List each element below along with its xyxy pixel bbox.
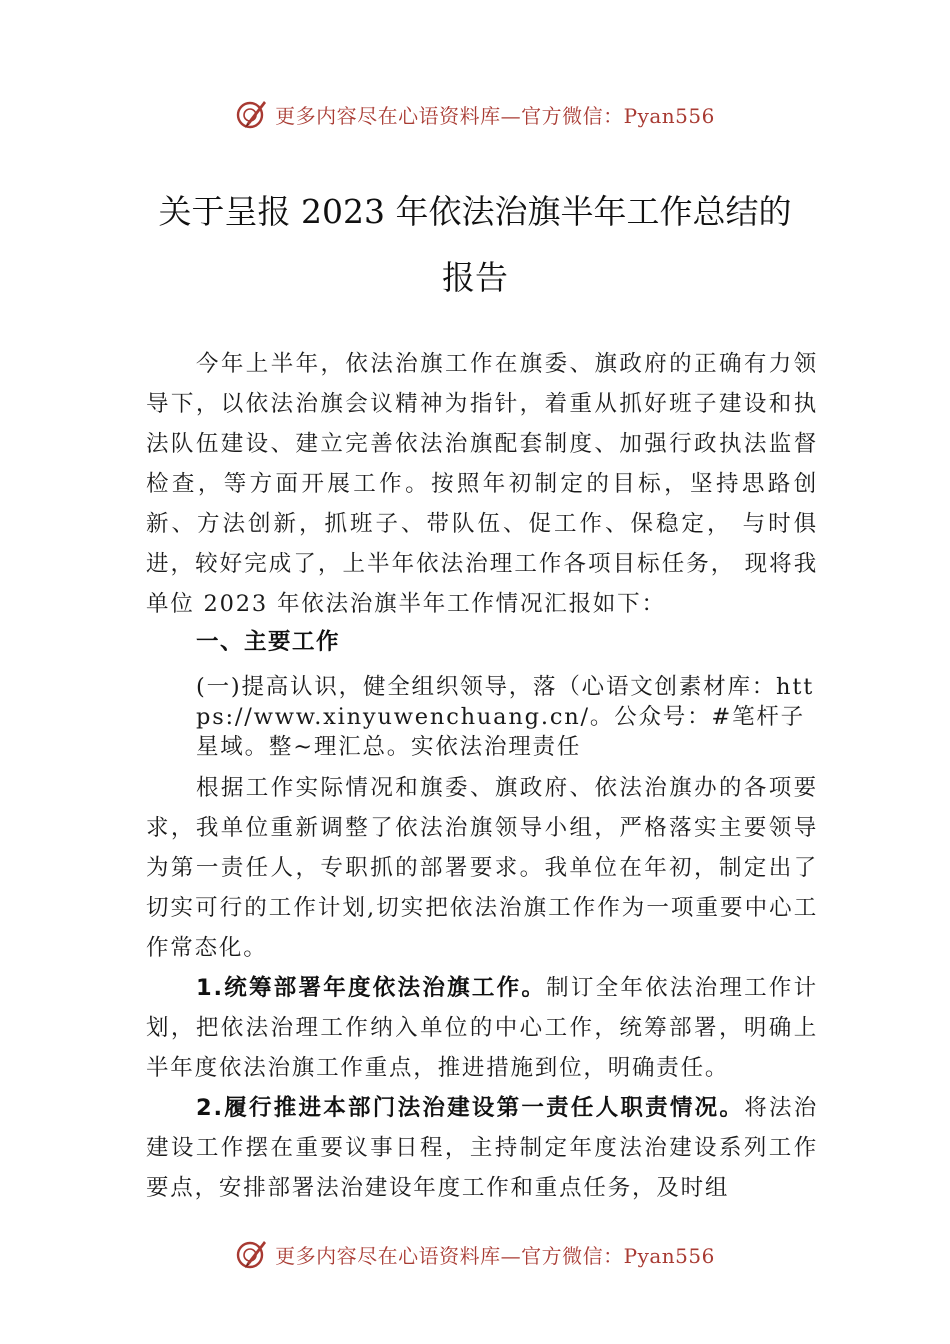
- document-title-line-2: 报告: [442, 258, 508, 297]
- subsection-heading-paragraph: (一)提高认识，健全组织领导，落（心语文创素材库：https://www.xinyuwenchuang.cn/。公众号：#笔杆子星域。整~理汇总。实依法治理责任: [196, 674, 815, 760]
- header-banner: [0, 94, 950, 134]
- quill-pen-logo-icon: [235, 97, 269, 131]
- item-1-paragraph: [146, 968, 818, 1088]
- organization-paragraph: 根据工作实际情况和旗委、旗政府、依法治旗办的各项要求，我单位重新调整了依法治旗领导小组，严格落实主要领导为第一责任人，专职抓的部署要求。我单位在年初，制定出了切实可行的工作计划,切实把依法治旗工作作为一项重要中心工作常态化。: [146, 775, 818, 961]
- item-1-title: 1.统筹部署年度依法治旗工作。: [196, 975, 547, 1001]
- section-heading-main-work: 一、主要工作: [196, 629, 341, 655]
- item-2-title: 2.履行推进本部门法治建设第一责任人职责情况。: [196, 1095, 745, 1121]
- document-title-line-1: 关于呈报 2023 年依法治旗半年工作总结的: [158, 192, 792, 231]
- footer-banner: [0, 1234, 950, 1274]
- header-banner-text: 更多内容尽在心语资料库—官方微信：Pyan556: [275, 103, 715, 128]
- intro-paragraph: 今年上半年，依法治旗工作在旗委、旗政府的正确有力领导下，以依法治旗会议精神为指针，着重从抓好班子建设和执法队伍建设、建立完善依法治旗配套制度、加强行政执法监督检查，等方面开展工作。按照年初制定的目标，坚持思路创新、方法创新，抓班子、带队伍、促工作、保稳定， 与时俱进，较好完成了，上半年依法治理工作各项目标任务， 现将我单位 2023 年依法治旗半年工作情况汇报如下：: [146, 351, 818, 617]
- quill-pen-logo-icon: [235, 1237, 269, 1271]
- item-2-text: 将法治建设工作摆在重要议事日程，主持制定年度法治建设系列工作要点，安排部署法治建设年度工作和重点任务，及时组: [146, 1095, 819, 1201]
- footer-banner-text: 更多内容尽在心语资料库—官方微信：Pyan556: [275, 1243, 715, 1268]
- item-2-paragraph: [146, 1088, 818, 1208]
- item-1-text: 制订全年依法治理工作计划，把依法治理工作纳入单位的中心工作，统筹部署，明确上半年度依法治旗工作重点，推进措施到位，明确责任。: [146, 975, 818, 1081]
